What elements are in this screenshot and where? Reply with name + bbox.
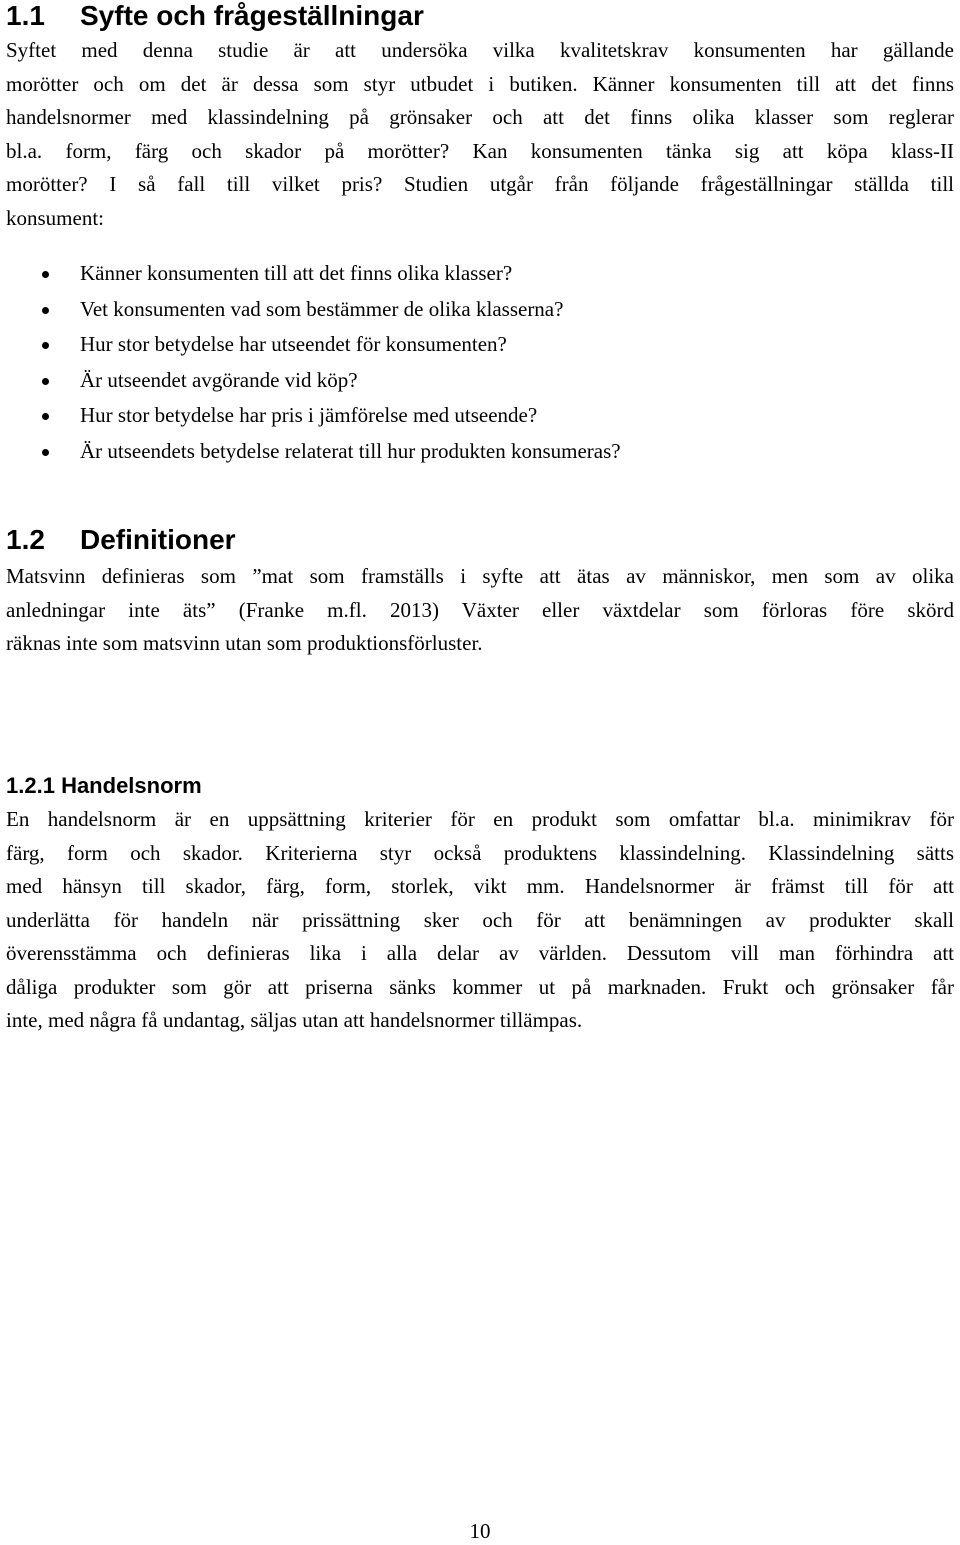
paragraph-line: anledningar inte äts” (Franke m.fl. 2013) Växter eller växtdelar som förloras före skörd [6, 597, 954, 622]
paragraph-line: räknas inte som matsvinn utan som produktionsförluster. [6, 631, 483, 655]
section-title: Handelsnorm [61, 773, 202, 798]
bullet-icon [42, 342, 49, 349]
page-number: 10 [469, 1519, 491, 1543]
paragraph-line: dåliga produkter som gör att priserna sänks kommer ut på marknaden. Frukt och grönsaker får [6, 974, 954, 999]
paragraph-line: En handelsnorm är en uppsättning kriterier för en produkt som omfattar bl.a. minimikrav för [6, 807, 954, 831]
list-item [0, 256, 960, 292]
list-item-text: Är utseendets betydelse relaterat till hur produkten konsumeras? [80, 438, 621, 463]
paragraph-line: färg, form och skador. Kriterierna styr också produktens klassindelning. Klassindelning sätts [6, 840, 954, 865]
list-item-text: Känner konsumenten till att det finns olika klasser? [80, 261, 513, 285]
section-number: 1.1 [6, 0, 45, 31]
paragraph-handelsnorm [6, 803, 954, 1038]
bullet-icon [42, 378, 49, 385]
list-item-text: Hur stor betydelse har pris i jämförelse med utseende? [80, 403, 538, 428]
subsection-heading-handelsnorm [6, 772, 202, 800]
list-item [0, 327, 960, 363]
paragraph-line: morötter och om det är dessa som styr utbudet i butiken. Känner konsumenten till att det finns [6, 71, 954, 96]
section-title: Definitioner [80, 524, 236, 555]
section-number: 1.2.1 [6, 773, 55, 798]
list-item-text: Vet konsumenten vad som bestämmer de olika klasserna? [80, 296, 564, 321]
paragraph-line: morötter? I så fall till vilket pris? Studien utgår från följande frågeställningar ställda till [6, 172, 954, 196]
section-heading-syfte [6, 0, 424, 32]
list-item [0, 398, 960, 434]
bullet-icon [42, 307, 49, 314]
list-item [0, 292, 960, 328]
paragraph-line: Syftet med denna studie är att undersöka vilka kvalitetskrav konsumenten har gällande [6, 38, 954, 62]
bullet-icon [42, 413, 49, 420]
paragraph-line: Matsvinn definieras som ”mat som framställs i syfte att ätas av människor, men som av olika [6, 564, 954, 588]
paragraph-syfte [6, 34, 954, 235]
list-item [0, 434, 960, 470]
list-item-text: Hur stor betydelse har utseendet för konsumenten? [80, 332, 507, 357]
section-heading-definitioner [6, 524, 236, 556]
paragraph-line: överensstämma och definieras lika i alla delar av världen. Dessutom vill man förhindra att [6, 941, 954, 965]
paragraph-definitioner [6, 560, 954, 661]
bullet-icon [42, 449, 49, 456]
section-title: Syfte och frågeställningar [80, 0, 424, 31]
paragraph-line: underlätta för handeln när prissättning sker och för att benämningen av produkter skall [6, 907, 954, 932]
list-item-text: Är utseendet avgörande vid köp? [80, 367, 358, 392]
paragraph-line: konsument: [6, 205, 104, 230]
paragraph-line: inte, med några få undantag, säljas utan att handelsnormer tillämpas. [6, 1008, 583, 1032]
question-list [0, 256, 960, 470]
paragraph-line: med hänsyn till skador, färg, form, storlek, vikt mm. Handelsnormer är främst till för att [6, 874, 954, 898]
section-number: 1.2 [6, 524, 45, 555]
list-item [0, 363, 960, 399]
paragraph-line: handelsnormer med klassindelning på grönsaker och att det finns olika klasser som reglerar [6, 105, 954, 129]
bullet-icon [42, 271, 49, 278]
paragraph-line: bl.a. form, färg och skador på morötter? Kan konsumenten tänka sig att köpa klass-II [6, 138, 954, 163]
